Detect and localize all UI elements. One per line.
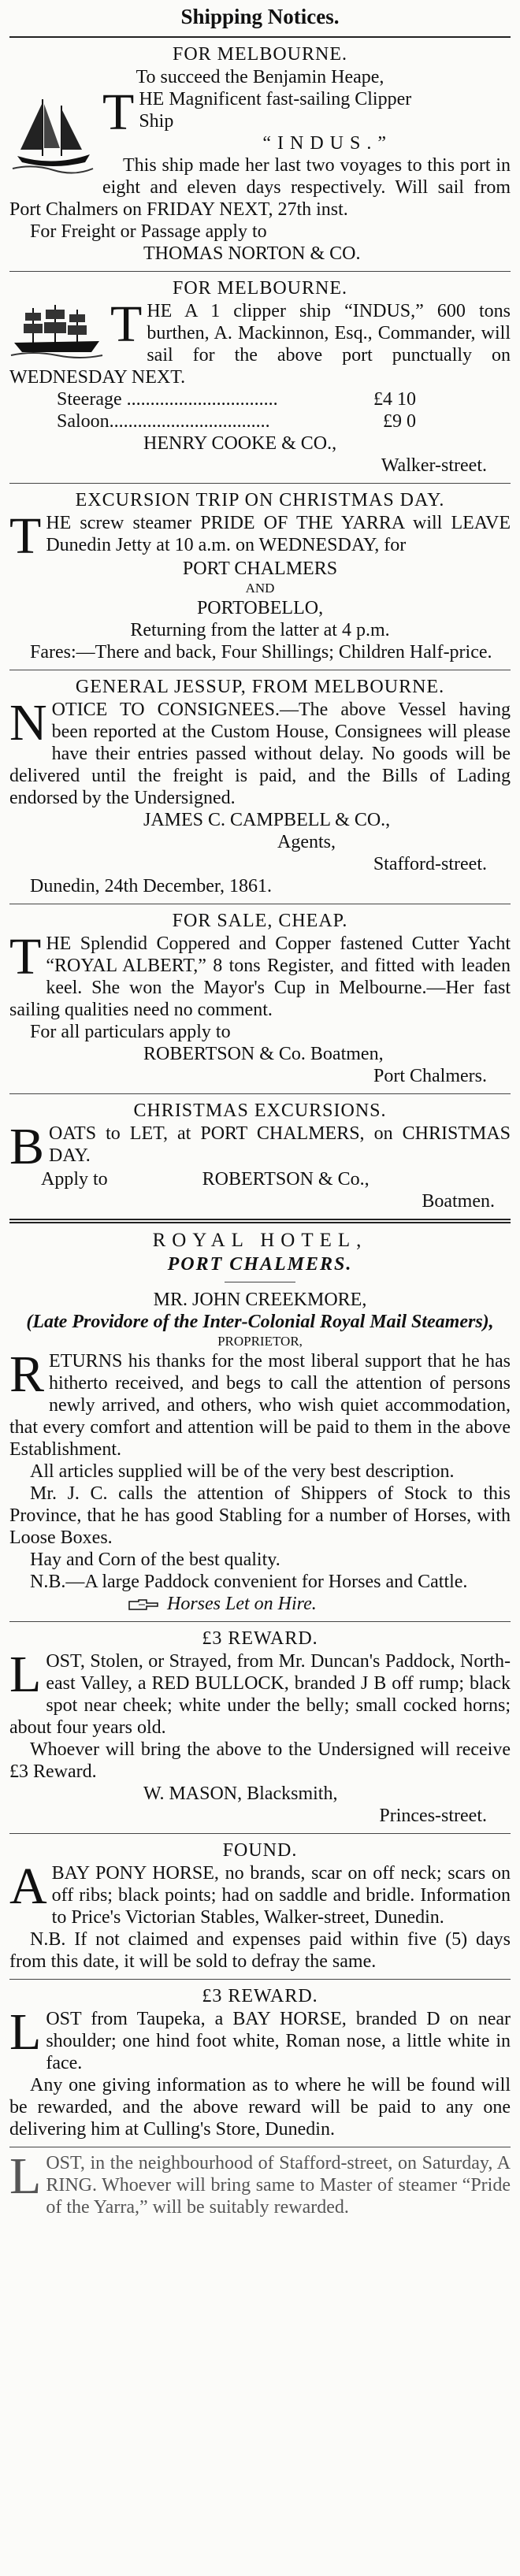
ad-lost-ring <box>9 2149 511 2223</box>
masthead: Shipping Notices. <box>180 5 340 28</box>
ad-signer: W. MASON, Blacksmith, <box>143 1784 338 1804</box>
place-name: PORTOBELLO, <box>196 598 324 618</box>
ad-body: OATS to LET, at PORT CHALMERS, on CHRISTMAS DAY. <box>49 1123 511 1166</box>
ad-agent: THOMAS NORTON & CO. <box>143 243 361 264</box>
drop-cap: L <box>9 2003 42 2061</box>
fare-row-steerage <box>9 388 511 410</box>
ad-body: ETURNS his thanks for the most liberal support that he has hitherto received, and begs to call the attention of persons newly arrived, and others, who wish quiet accommodation, that every comfort and attention will be paid to them in the above Establishment. <box>9 1351 511 1460</box>
ad-line: For all particulars apply to <box>30 1022 231 1042</box>
fare-row-saloon <box>9 410 511 432</box>
ad-line: To succeed the Benjamin Heape, <box>136 67 384 87</box>
ad-line: HE Magnificent fast-sailing Clipper <box>139 89 412 109</box>
ad-body: OST, in the neighbourhood of Stafford-street, on Saturday, A RING. Whoever will bring same to Master of steamer “Pride of the Yarra,” will be suitably rewarded. <box>46 2153 511 2218</box>
divider <box>9 1219 511 1220</box>
drop-cap: N <box>9 694 47 752</box>
divider <box>9 1979 511 1980</box>
divider <box>9 271 511 272</box>
ad-body: OST, Stolen, or Strayed, from Mr. Duncan's Paddock, North-east Valley, a RED BULLOCK, branded J B off rump; black spot near cheek; white under the belly; small cocked horns; about four years old. <box>9 1651 511 1738</box>
ship-name: “ I N D U S . ” <box>262 133 387 154</box>
ad-paragraph: Mr. J. C. calls the attention of Shippers of Stock to this Province, that he has good Stabling for a number of Horses, with Loose Boxes. <box>9 1483 511 1548</box>
drop-cap: T <box>102 84 135 141</box>
ad-paragraph: N.B. If not claimed and expenses paid within five (5) days from this date, it will be sold to defray the same. <box>9 1929 511 1972</box>
hotel-title: ROYAL HOTEL, <box>152 1230 368 1251</box>
pointing-hand-icon <box>128 1598 159 1611</box>
divider <box>9 1222 511 1223</box>
ad-paragraph: Any one giving information as to where he will be found will be rewarded, and the above reward will be paid to any one delivering him at Culling's Store, Dunedin. <box>9 2075 511 2140</box>
ad-line: Apply to <box>41 1169 108 1190</box>
ad-address: Walker-street. <box>381 455 487 476</box>
drop-cap: T <box>9 928 42 985</box>
ad-address: Boatmen. <box>422 1191 495 1212</box>
ad-found-pony <box>9 1835 511 1977</box>
ad-heading: GENERAL JESSUP, FROM MELBOURNE. <box>75 677 445 697</box>
ad-body: This ship made her last two voyages to this port in eight and eleven days respectively. Will sail from Port Chalmers on FRIDAY NEXT, 27th inst. <box>9 155 511 220</box>
ad-agent: ROBERTSON & Co. Boatmen, <box>143 1044 384 1064</box>
ad-body: BAY PONY HORSE, no brands, scar on off neck; scars on off ribs; black points; had on saddle and bridle. Information to Price's Victorian Stables, Walker-street, Dunedin. <box>51 1863 511 1928</box>
drop-cap: T <box>9 507 42 565</box>
horses-notice: Horses Let on Hire. <box>167 1594 317 1614</box>
ship-icon <box>9 91 96 176</box>
drop-cap: A <box>9 1858 47 1915</box>
divider <box>9 1833 511 1834</box>
ad-line: Ship <box>139 111 174 132</box>
ad-paragraph: N.B.—A large Paddock convenient for Horses and Cattle. <box>30 1572 468 1592</box>
drop-cap: R <box>9 1346 45 1403</box>
ad-heading: FOUND. <box>222 1840 298 1861</box>
ad-address: Port Chalmers. <box>373 1066 487 1086</box>
place-name: PORT CHALMERS <box>182 559 338 579</box>
ad-paragraph: All articles supplied will be of the very best description. <box>30 1461 455 1482</box>
ad-agent: ROBERTSON & Co., <box>202 1169 370 1190</box>
ad-address: Stafford-street. <box>373 854 487 874</box>
fare-label: Saloon.................................. <box>57 411 270 432</box>
ad-agent: JAMES C. CAMPBELL & CO., <box>143 810 391 830</box>
ad-agent: HENRY COOKE & CO., <box>143 433 337 454</box>
ad-date: Dunedin, 24th December, 1861. <box>30 876 272 896</box>
ad-for-melbourne-indus <box>9 273 511 481</box>
fares-text: Fares:—There and back, Four Shillings; Children Half-price. <box>30 642 492 663</box>
ad-paragraph: Whoever will bring the above to the Undersigned will receive £3 Reward. <box>9 1739 511 1782</box>
hotel-place: PORT CHALMERS. <box>167 1254 353 1275</box>
fare-amount: £4 10 <box>373 389 416 410</box>
ad-reward-bullock <box>9 1624 511 1832</box>
ad-body: HE screw steamer PRIDE OF THE YARRA will LEAVE Dunedin Jetty at 10 a.m. on WEDNESDAY, for <box>46 513 511 555</box>
ad-body: HE Splendid Coppered and Copper fastened Cutter Yacht “ROYAL ALBERT,” 8 tons Register, and fitted with leaden keel. She won the Mayor's Cup in Melbourne.—Her fast sailing qualities need no comment. <box>9 934 511 1020</box>
ad-body: OTICE TO CONSIGNEES.—The above Vessel having been reported at the Custom House, Consignees will please have their entries passed without delay. No goods will be delivered until the freight is paid, and the Bills of Lading endorsed by the Undersigned. <box>9 700 511 808</box>
proprietor-subtitle: (Late Providore of the Inter-Colonial Royal Mail Steamers), <box>26 1312 494 1332</box>
drop-cap: L <box>9 2147 42 2205</box>
ad-body: HE A 1 clipper ship “INDUS,” 600 tons burthen, A. Mackinnon, Esq., Commander, will sail for the above port punctually on WEDNESDAY NEXT. <box>9 301 511 388</box>
divider <box>9 1093 511 1094</box>
proprietor-label: PROPRIETOR, <box>217 1334 303 1349</box>
drop-cap: L <box>9 1646 42 1703</box>
divider <box>9 36 511 38</box>
fare-label: Steerage ................................ <box>57 389 278 410</box>
divider <box>9 1621 511 1622</box>
ad-line: For Freight or Passage apply to <box>30 221 267 242</box>
ad-heading: £3 REWARD. <box>202 1986 318 2006</box>
ad-heading: FOR SALE, CHEAP. <box>172 911 348 931</box>
ad-reward-bay-horse <box>9 1981 511 2145</box>
ad-heading: EXCURSION TRIP ON CHRISTMAS DAY. <box>75 490 445 510</box>
ad-body: OST from Taupeka, a BAY HORSE, branded D on near shoulder; one hind foot white, Roman nose, a little white in face. <box>46 2009 511 2073</box>
ad-for-sale-cheap <box>9 906 511 1092</box>
ad-heading: FOR MELBOURNE. <box>172 44 348 65</box>
ad-general-jessup <box>9 672 511 902</box>
ad-royal-hotel <box>9 1225 511 1620</box>
divider <box>9 483 511 484</box>
ad-agent-role: Agents, <box>277 832 336 852</box>
ad-heading: £3 REWARD. <box>202 1628 318 1649</box>
drop-cap: B <box>9 1118 45 1175</box>
ad-heading: CHRISTMAS EXCURSIONS. <box>133 1101 387 1121</box>
fare-amount: £9 0 <box>383 411 416 432</box>
ad-paragraph: Hay and Corn of the best quality. <box>30 1550 280 1570</box>
ad-excursion-trip <box>9 485 511 668</box>
ad-heading: FOR MELBOURNE. <box>172 278 348 299</box>
shipping-notices-column <box>9 0 511 2223</box>
ad-christmas-excursions <box>9 1096 511 1217</box>
ad-line: Returning from the latter at 4 p.m. <box>130 620 390 640</box>
drop-cap: T <box>110 295 143 353</box>
proprietor-name: MR. JOHN CREEKMORE, <box>153 1290 367 1310</box>
ad-address: Princes-street. <box>379 1806 487 1826</box>
and-label: AND <box>245 581 275 596</box>
ship-icon <box>9 303 104 358</box>
ad-for-melbourne-heape <box>9 39 511 269</box>
